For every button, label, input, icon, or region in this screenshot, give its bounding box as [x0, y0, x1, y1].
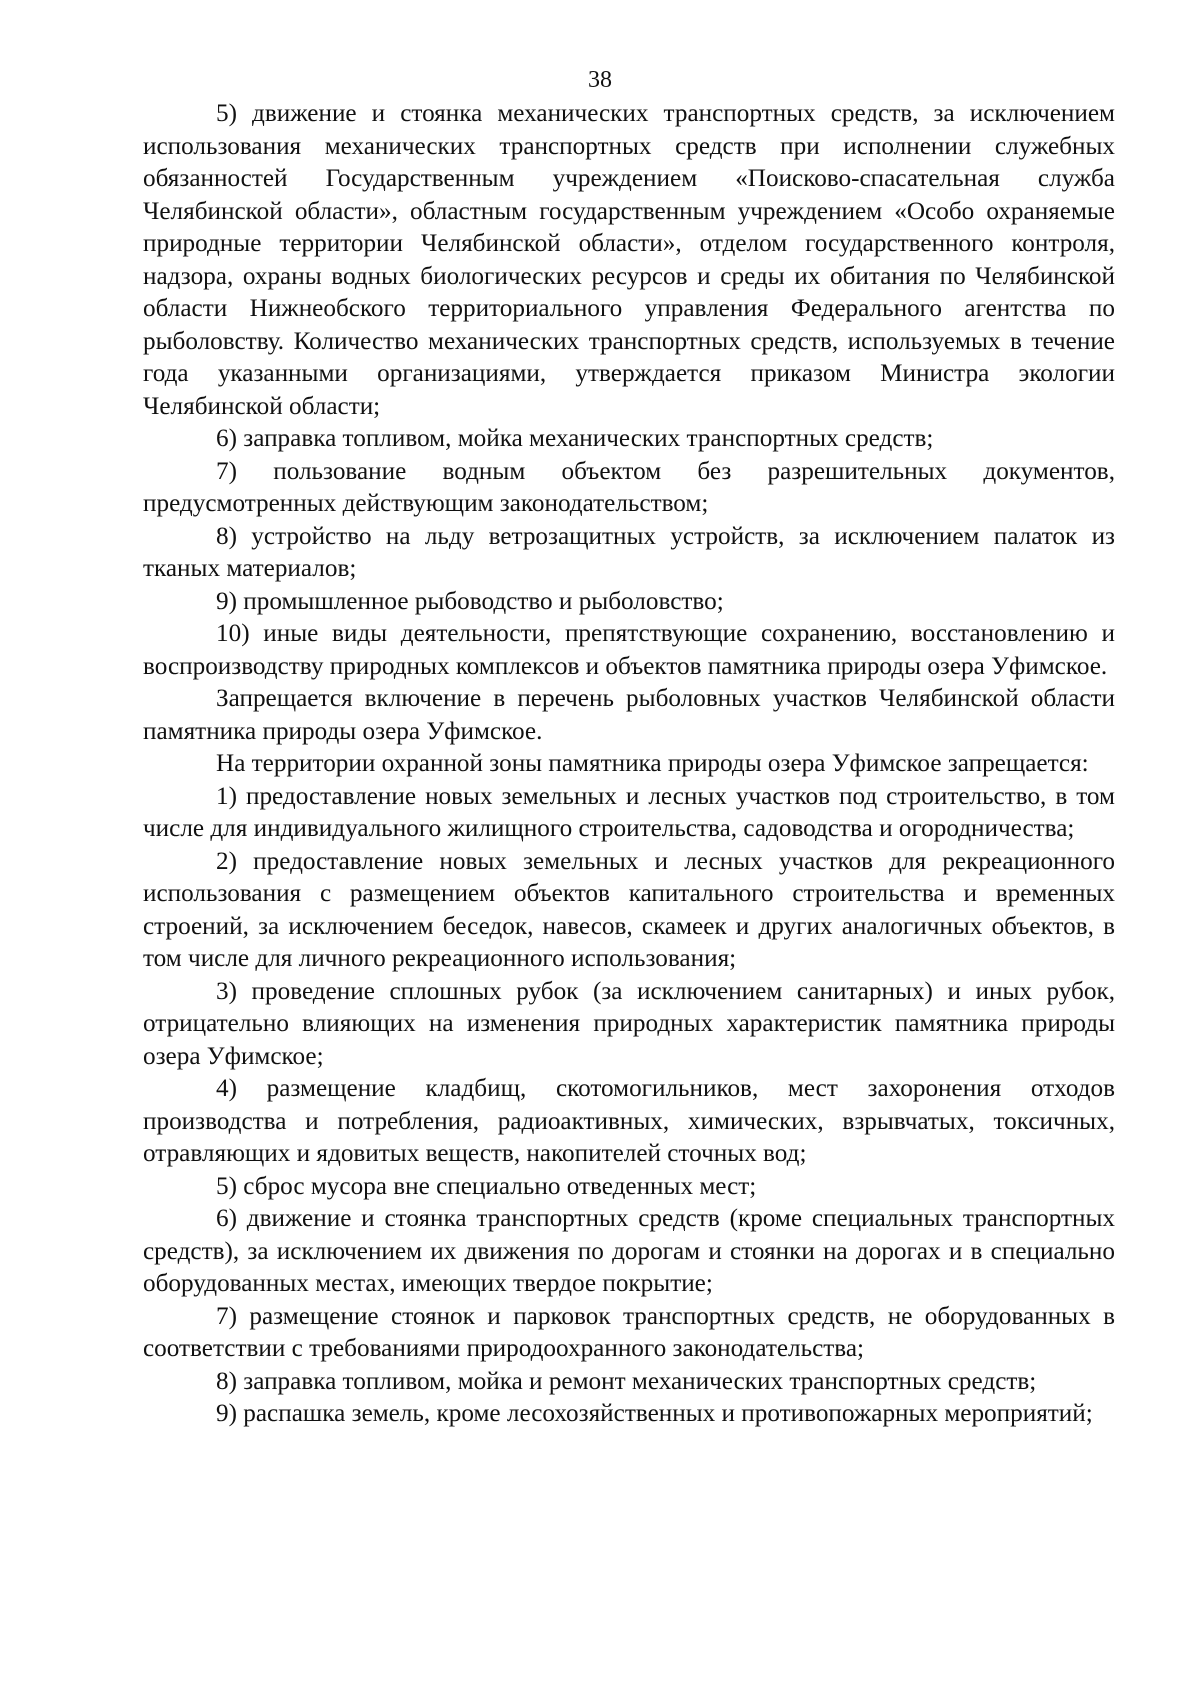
document-body [143, 98, 1115, 1431]
paragraph-14: 6) движение и стоянка транспортных средств (кроме специальных транспортных средств), за исключением их движения по дорогам и стоянки на дорогах и в специально оборудованных местах, имеющих твердое покрытие; [143, 1205, 1115, 1297]
paragraph-3: 7) пользование водным объектом без разрешительных документов, предусмотренных действующим законодательством; [143, 457, 1115, 517]
paragraph-12: 4) размещение кладбищ, скотомогильников, мест захоронения отходов производства и потребления, радиоактивных, химических, взрывчатых, токсичных, отравляющих и ядовитых веществ, накопителей сточных вод; [143, 1075, 1115, 1167]
paragraph-2: 6) заправка топливом, мойка механических транспортных средств; [216, 425, 934, 452]
paragraph-15: 7) размещение стоянок и парковок транспортных средств, не оборудованных в соответствии с требованиями природоохранного законодательства; [143, 1302, 1115, 1362]
paragraph-11: 3) проведение сплошных рубок (за исключением санитарных) и иных рубок, отрицательно влияющих на изменения природных характеристик памятника природы озера Уфимское; [143, 977, 1115, 1070]
paragraph-9: 1) предоставление новых земельных и лесных участков под строительство, в том числе для индивидуального жилищного строительства, садоводства и огородничества; [143, 782, 1115, 842]
page-number: 38 [588, 67, 612, 93]
paragraph-17: 9) распашка земель, кроме лесохозяйственных и противопожарных мероприятий; [216, 1400, 1093, 1427]
paragraph-4: 8) устройство на льду ветрозащитных устройств, за исключением палаток из тканых материалов; [143, 522, 1115, 582]
paragraph-5: 9) промышленное рыбоводство и рыболовство; [216, 587, 724, 615]
paragraph-8: На территории охранной зоны памятника природы озера Уфимское запрещается: [216, 750, 1089, 777]
paragraph-6: 10) иные виды деятельности, препятствующие сохранению, восстановлению и воспроизводству природных комплексов и объектов памятника природы озера Уфимское. [143, 620, 1115, 680]
paragraph-10: 2) предоставление новых земельных и лесных участков для рекреационного использования с размещением объектов капитального строительства и временных строений, за исключением беседок, навесов, скамеек и других аналогичных объектов, в том числе для личного рекреационного использования; [143, 847, 1115, 972]
paragraph-13: 5) сброс мусора вне специально отведенных мест; [216, 1172, 757, 1200]
paragraph-7: Запрещается включение в перечень рыболовных участков Челябинской области памятника природы озера Уфимское. [143, 685, 1115, 745]
paragraph-16: 8) заправка топливом, мойка и ремонт механических транспортных средств; [216, 1367, 1037, 1395]
paragraph-1: 5) движение и стоянка механических транспортных средств, за исключением использования механических транспортных средств при исполнении служебных обязанностей Государственным учреждением «Поисково-спасательная служба Челябинской области», областным государственным учреждением «Особо охраняемые природные территории Челябинской области», отделом государственного контроля, надзора, охраны водных биологических ресурсов и среды их обитания по Челябинской области Нижнеобского территориального управления Федерального агентства по рыболовству. Количество механических транспортных средств, используемых в течение года указанными организациями, утверждается приказом Министра экологии Челябинской области; [143, 100, 1115, 420]
